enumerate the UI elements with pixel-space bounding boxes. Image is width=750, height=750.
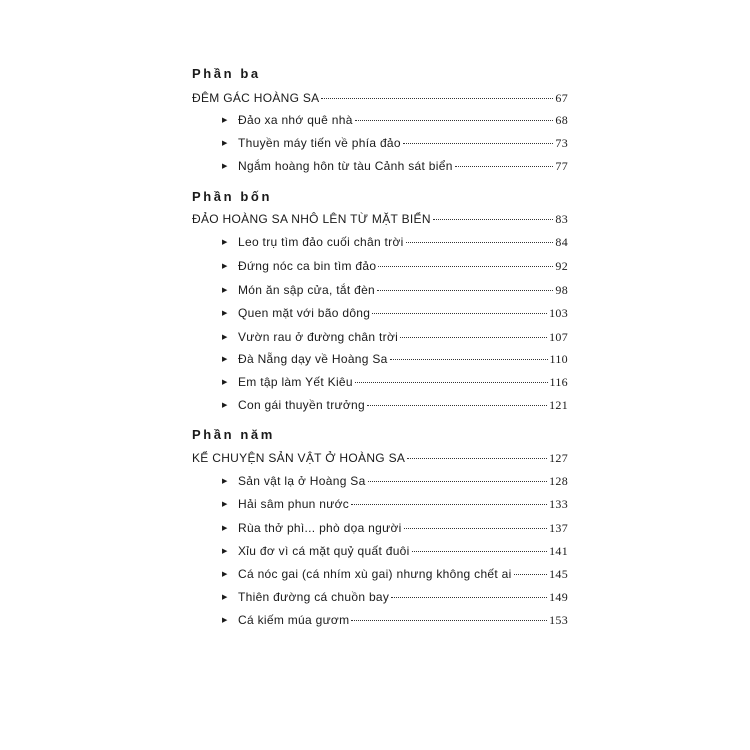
dot-leader — [406, 241, 554, 243]
toc-item-row[interactable] — [222, 306, 568, 322]
page-number: 107 — [549, 330, 568, 344]
page-number: 67 — [555, 91, 568, 105]
toc-item-row[interactable] — [222, 159, 568, 175]
page-number: 145 — [549, 567, 568, 581]
chapter-title: ĐÊM GÁC HOÀNG SA — [192, 91, 320, 105]
item-title: Leo trụ tìm đảo cuối chân trời — [238, 235, 404, 249]
item-title: Xỉu đơ vì cá mặt quỷ quất đuôi — [238, 544, 410, 558]
toc-item-row[interactable] — [222, 521, 568, 537]
triangle-bullet-icon: ▶ — [222, 140, 228, 147]
item-title: Thuyền máy tiến về phía đảo — [238, 136, 401, 150]
page-number: 110 — [549, 352, 568, 366]
toc-item-row[interactable] — [222, 235, 568, 251]
section-heading-phan-ba: Phần ba — [192, 66, 261, 81]
dot-leader — [403, 142, 554, 144]
dot-leader — [391, 596, 547, 598]
triangle-bullet-icon: ▶ — [222, 163, 228, 170]
page-number: 141 — [549, 544, 568, 558]
triangle-bullet-icon: ▶ — [222, 287, 228, 294]
item-title: Thiên đường cá chuồn bay — [238, 590, 390, 604]
dot-leader — [351, 503, 547, 505]
page-number: 127 — [549, 451, 568, 465]
dot-leader — [514, 573, 547, 575]
dot-leader — [355, 381, 548, 383]
triangle-bullet-icon: ▶ — [222, 402, 228, 409]
section-heading-phan-nam: Phần năm — [192, 427, 275, 442]
page-number: 77 — [555, 159, 568, 173]
toc-item-row[interactable] — [222, 544, 568, 560]
toc-item-row[interactable] — [222, 497, 568, 513]
item-title: Đứng nóc ca bin tìm đảo — [238, 259, 377, 273]
triangle-bullet-icon: ▶ — [222, 617, 228, 624]
toc-item-row[interactable] — [222, 567, 568, 583]
triangle-bullet-icon: ▶ — [222, 525, 228, 532]
toc-item-row[interactable] — [222, 283, 568, 299]
dot-leader — [367, 404, 547, 406]
toc-item-row[interactable] — [222, 136, 568, 152]
item-title: Cá nóc gai (cá nhím xù gai) nhưng không chết ai — [238, 567, 512, 581]
dot-leader — [400, 336, 547, 338]
dot-leader — [407, 457, 547, 459]
page-number: 128 — [549, 474, 568, 488]
dot-leader — [412, 550, 547, 552]
item-title: Đảo xa nhớ quê nhà — [238, 113, 353, 127]
toc-item-row[interactable] — [222, 113, 568, 129]
item-title: Em tập làm Yết Kiêu — [238, 375, 353, 389]
page-number: 137 — [549, 521, 568, 535]
triangle-bullet-icon: ▶ — [222, 478, 228, 485]
triangle-bullet-icon: ▶ — [222, 356, 228, 363]
dot-leader — [368, 480, 548, 482]
dot-leader — [378, 265, 553, 267]
dot-leader — [321, 97, 553, 99]
dot-leader — [433, 218, 554, 220]
dot-leader — [377, 289, 553, 291]
page-number: 103 — [549, 306, 568, 320]
dot-leader — [390, 358, 548, 360]
toc-item-row[interactable] — [222, 375, 568, 391]
item-title: Cá kiếm múa gươm — [238, 613, 350, 627]
triangle-bullet-icon: ▶ — [222, 310, 228, 317]
toc-item-row[interactable] — [222, 259, 568, 275]
chapter-title: ĐẢO HOÀNG SA NHÔ LÊN TỪ MẶT BIỂN — [192, 212, 431, 226]
triangle-bullet-icon: ▶ — [222, 263, 228, 270]
triangle-bullet-icon: ▶ — [222, 334, 228, 341]
page-number: 133 — [549, 497, 568, 511]
item-title: Rùa thở phì... phò dọa người — [238, 521, 402, 535]
triangle-bullet-icon: ▶ — [222, 239, 228, 246]
page-number: 116 — [549, 375, 568, 389]
toc-chapter-row[interactable] — [192, 212, 568, 228]
dot-leader — [351, 619, 547, 621]
item-title: Hải sâm phun nước — [238, 497, 350, 511]
toc-item-row[interactable] — [222, 352, 568, 368]
triangle-bullet-icon: ▶ — [222, 571, 228, 578]
toc-chapter-row[interactable] — [192, 451, 568, 467]
dot-leader — [455, 165, 554, 167]
triangle-bullet-icon: ▶ — [222, 501, 228, 508]
toc-chapter-row[interactable] — [192, 91, 568, 107]
toc-item-row[interactable] — [222, 398, 568, 414]
page-number: 153 — [549, 613, 568, 627]
item-title: Quen mặt với bão dông — [238, 306, 371, 320]
section-heading-phan-bon: Phần bốn — [192, 189, 273, 204]
item-title: Ngắm hoàng hôn từ tàu Cảnh sát biển — [238, 159, 453, 173]
page-number: 92 — [555, 259, 568, 273]
toc-item-row[interactable] — [222, 590, 568, 606]
page-number: 98 — [555, 283, 568, 297]
item-title: Vườn rau ở đường chân trời — [238, 330, 399, 344]
triangle-bullet-icon: ▶ — [222, 548, 228, 555]
page-number: 121 — [549, 398, 568, 412]
toc-item-row[interactable] — [222, 613, 568, 629]
dot-leader — [404, 527, 547, 529]
item-title: Con gái thuyền trưởng — [238, 398, 365, 412]
page-number: 84 — [555, 235, 568, 249]
item-title: Sản vật lạ ở Hoàng Sa — [238, 474, 366, 488]
page-number: 73 — [555, 136, 568, 150]
dot-leader — [372, 312, 547, 314]
dot-leader — [355, 119, 554, 121]
toc-item-row[interactable] — [222, 474, 568, 490]
triangle-bullet-icon: ▶ — [222, 594, 228, 601]
item-title: Món ăn sập cửa, tắt đèn — [238, 283, 376, 297]
page-number: 68 — [555, 113, 568, 127]
chapter-title: KỂ CHUYỆN SẢN VẬT Ở HOÀNG SA — [192, 451, 406, 465]
triangle-bullet-icon: ▶ — [222, 379, 228, 386]
item-title: Đà Nẵng dạy về Hoàng Sa — [238, 352, 388, 366]
page-number: 83 — [555, 212, 568, 226]
triangle-bullet-icon: ▶ — [222, 117, 228, 124]
toc-item-row[interactable] — [222, 330, 568, 346]
page-number: 149 — [549, 590, 568, 604]
